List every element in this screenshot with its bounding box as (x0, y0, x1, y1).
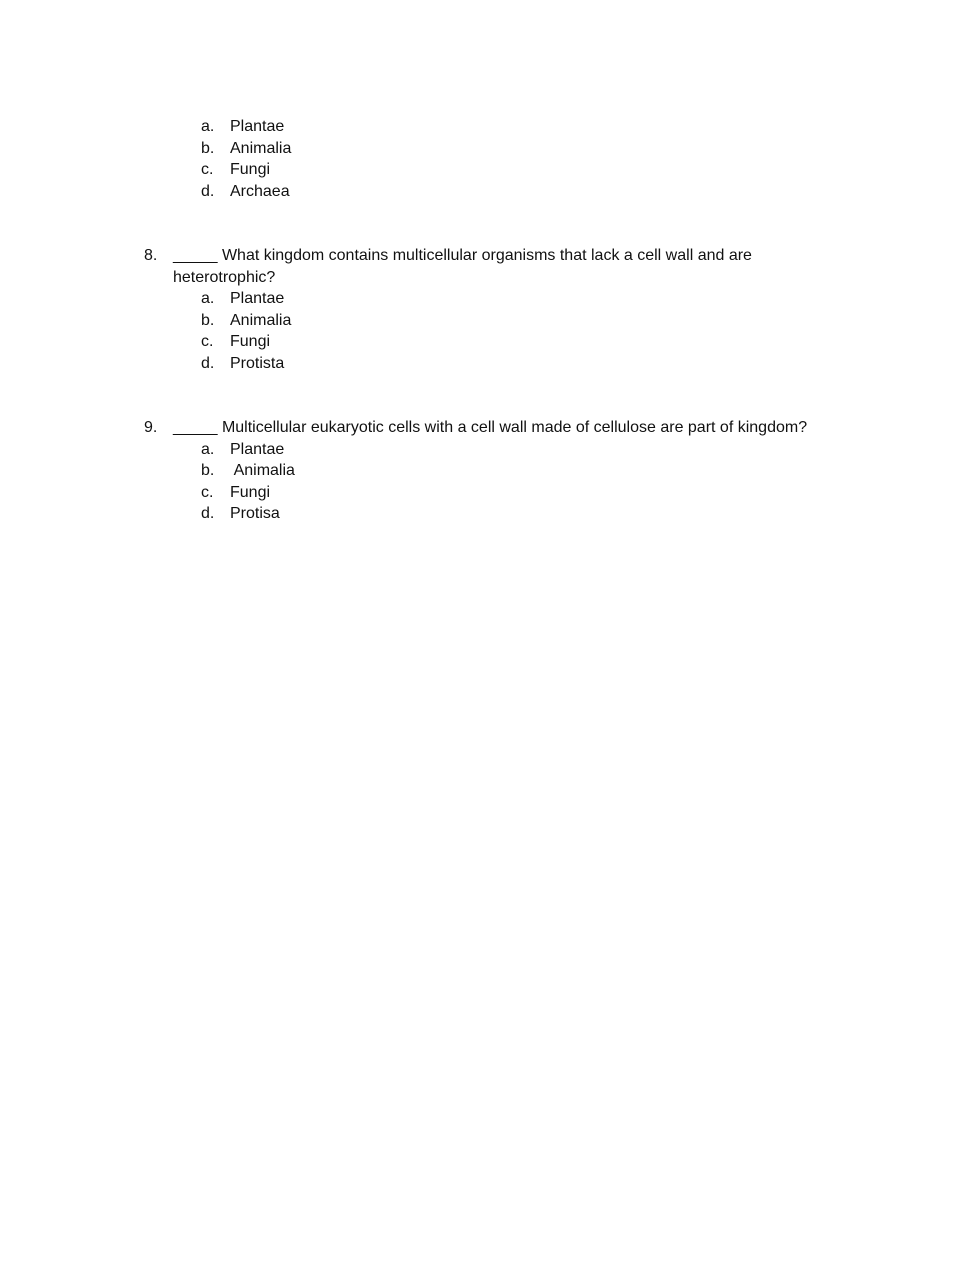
option-letter: a. (201, 290, 215, 307)
option-letter: a. (201, 118, 215, 135)
question-text: _____ What kingdom contains multicellular organisms that lack a cell wall and are (173, 247, 752, 264)
question-text-continued: heterotrophic? (173, 269, 276, 286)
option-letter: d. (201, 183, 215, 200)
question-number: 9. (144, 419, 158, 436)
option-letter: c. (201, 484, 214, 501)
option-text: Animalia (230, 462, 295, 479)
option-letter: c. (201, 333, 214, 350)
option-text: Animalia (230, 312, 292, 329)
option-text: Animalia (230, 140, 292, 157)
question-text: _____ Multicellular eukaryotic cells with a cell wall made of cellulose are part of kingdom? (173, 419, 808, 436)
option-text: Plantae (230, 118, 285, 135)
option-text: Fungi (230, 484, 271, 501)
option-text: Archaea (230, 183, 290, 200)
option-text: Protista (230, 355, 285, 372)
question-number: 8. (144, 247, 158, 264)
option-letter: a. (201, 441, 215, 458)
option-letter: c. (201, 161, 214, 178)
option-letter: d. (201, 355, 215, 372)
option-text: Fungi (230, 333, 271, 350)
option-text: Plantae (230, 290, 285, 307)
option-letter: d. (201, 505, 215, 522)
option-text: Plantae (230, 441, 285, 458)
option-letter: b. (201, 462, 215, 479)
option-text: Protisa (230, 505, 280, 522)
option-text: Fungi (230, 161, 271, 178)
option-letter: b. (201, 140, 215, 157)
option-letter: b. (201, 312, 215, 329)
